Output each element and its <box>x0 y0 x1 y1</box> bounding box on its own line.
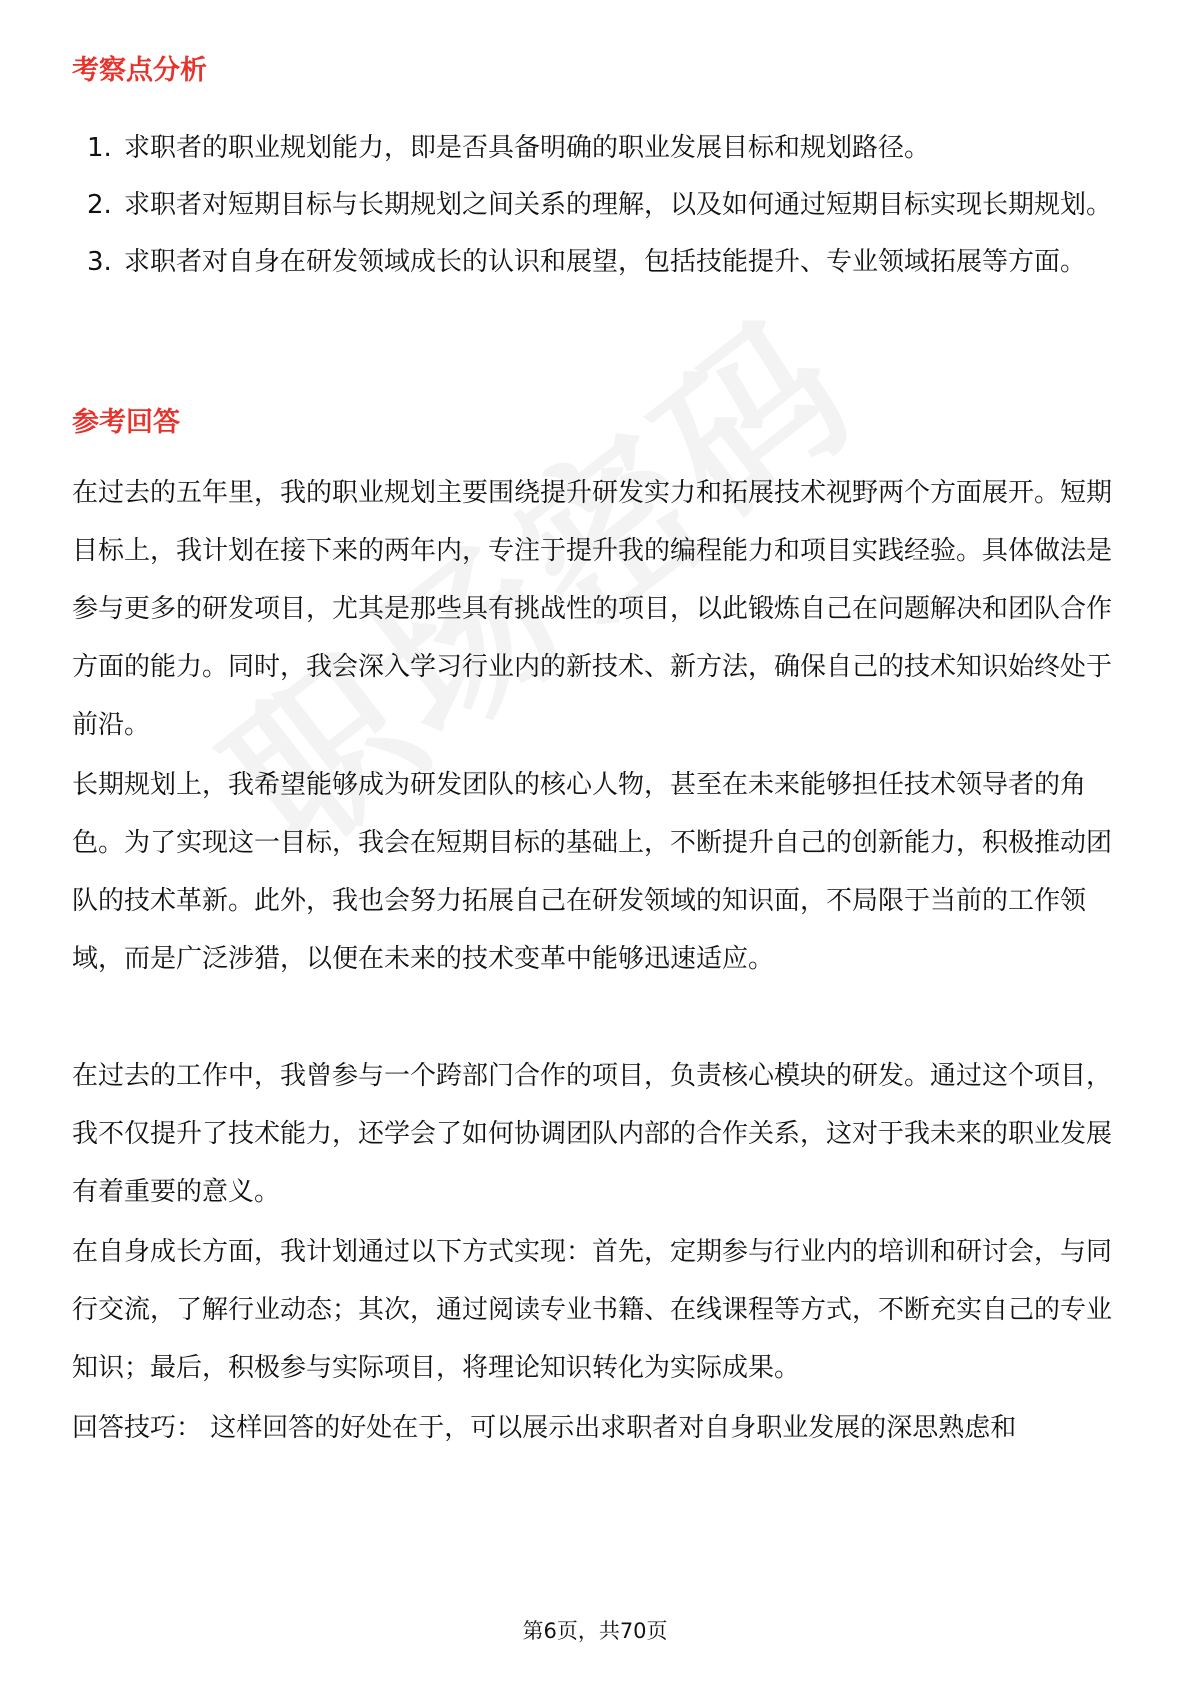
list-item-text: 求职者的职业规划能力，即是否具备明确的职业发展目标和规划路径。 <box>124 133 931 163</box>
analysis-section-title: 考察点分析 <box>72 55 207 86</box>
analysis-list-item <box>72 177 1122 234</box>
analysis-list <box>72 120 1122 291</box>
analysis-list-item <box>72 120 1122 177</box>
answer-section-title: 参考回答 <box>72 407 180 438</box>
answer-tips-paragraph: 回答技巧： 这样回答的好处在于，可以展示出求职者对自身职业发展的深思熟虑和 <box>72 1413 1017 1443</box>
list-item-number: 1. <box>87 133 112 163</box>
page-number: 第6页，共70页 <box>522 1619 668 1643</box>
answer-paragraph: 在自身成长方面，我计划通过以下方式实现：首先，定期参与行业内的培训和研讨会，与同行交流，了解行业动态；其次，通过阅读专业书籍、在线课程等方式，不断充实自己的专业知识；最后，积极参与实际项目，将理论知识转化为实际成果。 <box>72 1237 1113 1383</box>
list-item-number: 3. <box>87 247 112 277</box>
list-item-text: 求职者对短期目标与长期规划之间关系的理解，以及如何通过短期目标实现长期规划。 <box>124 190 1113 220</box>
list-item-text: 求职者对自身在研发领域成长的认识和展望，包括技能提升、专业领域拓展等方面。 <box>124 247 1087 277</box>
answer-paragraph: 在过去的工作中，我曾参与一个跨部门合作的项目，负责核心模块的研发。通过这个项目，我不仅提升了技术能力，还学会了如何协调团队内部的合作关系，这对于我未来的职业发展有着重要的意义。 <box>72 1061 1113 1207</box>
analysis-list-item <box>72 234 1122 291</box>
list-item-number: 2. <box>87 190 112 220</box>
answer-paragraph: 长期规划上，我希望能够成为研发团队的核心人物，甚至在未来能够担任技术领导者的角色。为了实现这一目标，我会在短期目标的基础上，不断提升自己的创新能力，积极推动团队的技术革新。此外，我也会努力拓展自己在研发领域的知识面，不局限于当前的工作领域，而是广泛涉猎，以便在未来的技术变革中能够迅速适应。 <box>72 770 1113 974</box>
answer-paragraph: 在过去的五年里，我的职业规划主要围绕提升研发实力和拓展技术视野两个方面展开。短期目标上，我计划在接下来的两年内，专注于提升我的编程能力和项目实践经验。具体做法是参与更多的研发项目，尤其是那些具有挑战性的项目，以此锻炼自己在问题解决和团队合作方面的能力。同时，我会深入学习行业内的新技术、新方法，确保自己的技术知识始终处于前沿。 <box>72 478 1113 740</box>
